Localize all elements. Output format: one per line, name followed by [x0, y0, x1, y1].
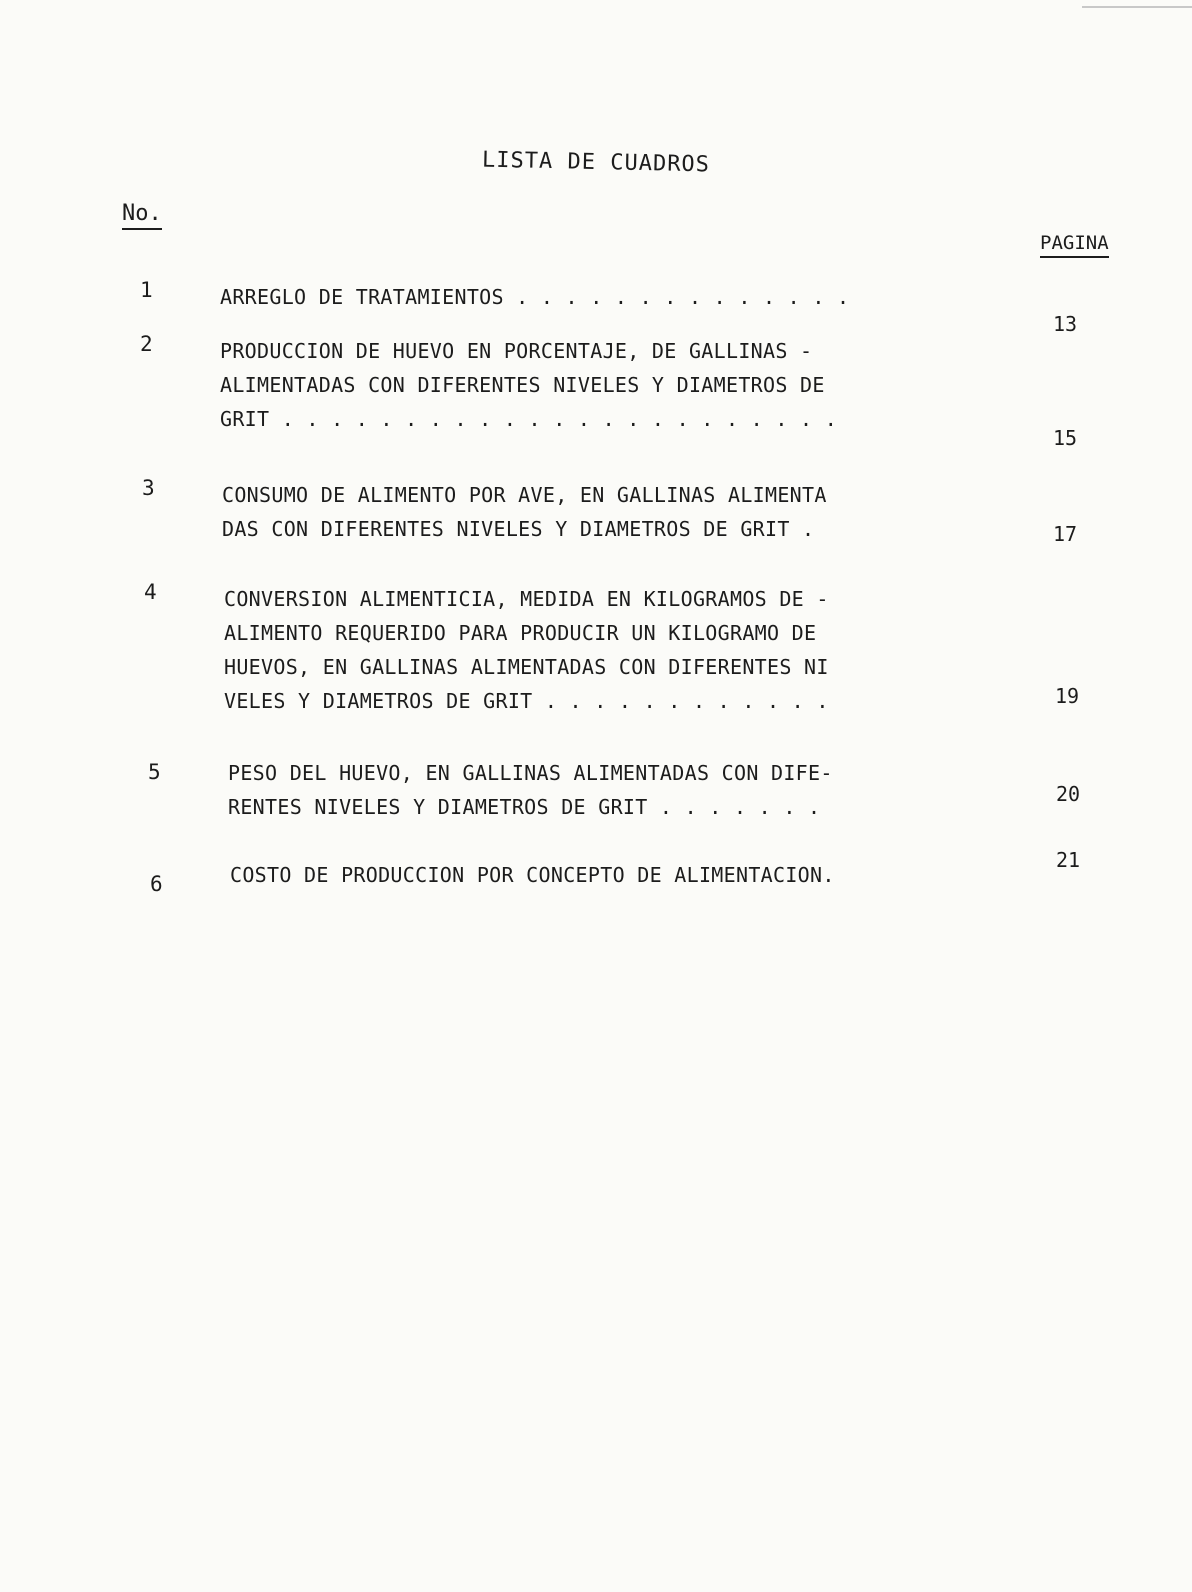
entry-line: DAS CON DIFERENTES NIVELES Y DIAMETROS DE GRIT .	[222, 517, 815, 541]
entry-line: CONSUMO DE ALIMENTO POR AVE, EN GALLINAS ALIMENTA	[222, 483, 827, 507]
entry-text	[222, 478, 952, 546]
entry-page-number: 13	[1053, 312, 1078, 336]
entry-line: RENTES NIVELES Y DIAMETROS DE GRIT . . . . . . .	[228, 795, 821, 819]
entry-text	[220, 280, 950, 314]
entry-number: 3	[142, 476, 155, 500]
entry-text	[224, 582, 954, 718]
entry-line: GRIT . . . . . . . . . . . . . . . . . . . . . . .	[220, 407, 838, 431]
entry-number: 2	[140, 332, 153, 356]
entry-text	[230, 858, 960, 892]
entry-line: CONVERSION ALIMENTICIA, MEDIDA EN KILOGRAMOS DE -	[224, 587, 829, 611]
entry-line: ALIMENTADAS CON DIFERENTES NIVELES Y DIAMETROS DE	[220, 373, 825, 397]
entry-page-number: 19	[1055, 684, 1080, 708]
entry-number: 1	[140, 278, 153, 302]
column-header-number: No.	[122, 200, 162, 230]
entry-text	[220, 334, 950, 436]
entry-text	[228, 756, 958, 824]
entry-line: COSTO DE PRODUCCION POR CONCEPTO DE ALIMENTACION.	[230, 863, 835, 887]
scan-edge-mark	[1082, 6, 1192, 8]
entry-number: 4	[144, 580, 157, 604]
entry-line: PRODUCCION DE HUEVO EN PORCENTAJE, DE GALLINAS -	[220, 339, 813, 363]
entry-page-number: 21	[1056, 848, 1081, 872]
entry-line: HUEVOS, EN GALLINAS ALIMENTADAS CON DIFERENTES NI	[224, 655, 829, 679]
entry-line: VELES Y DIAMETROS DE GRIT . . . . . . . . . . . .	[224, 689, 829, 713]
entry-page-number: 15	[1053, 426, 1078, 450]
page-title: LISTA DE CUADROS	[481, 147, 711, 178]
column-header-page: PAGINA	[1040, 230, 1109, 258]
entry-number: 6	[150, 872, 163, 896]
entry-page-number: 20	[1056, 782, 1081, 806]
entry-line: PESO DEL HUEVO, EN GALLINAS ALIMENTADAS CON DIFE-	[228, 761, 833, 785]
entry-number: 5	[148, 760, 161, 784]
entry-page-number: 17	[1053, 522, 1078, 546]
entry-line: ARREGLO DE TRATAMIENTOS . . . . . . . . . . . . . .	[220, 285, 850, 309]
entry-line: ALIMENTO REQUERIDO PARA PRODUCIR UN KILOGRAMO DE	[224, 621, 817, 645]
